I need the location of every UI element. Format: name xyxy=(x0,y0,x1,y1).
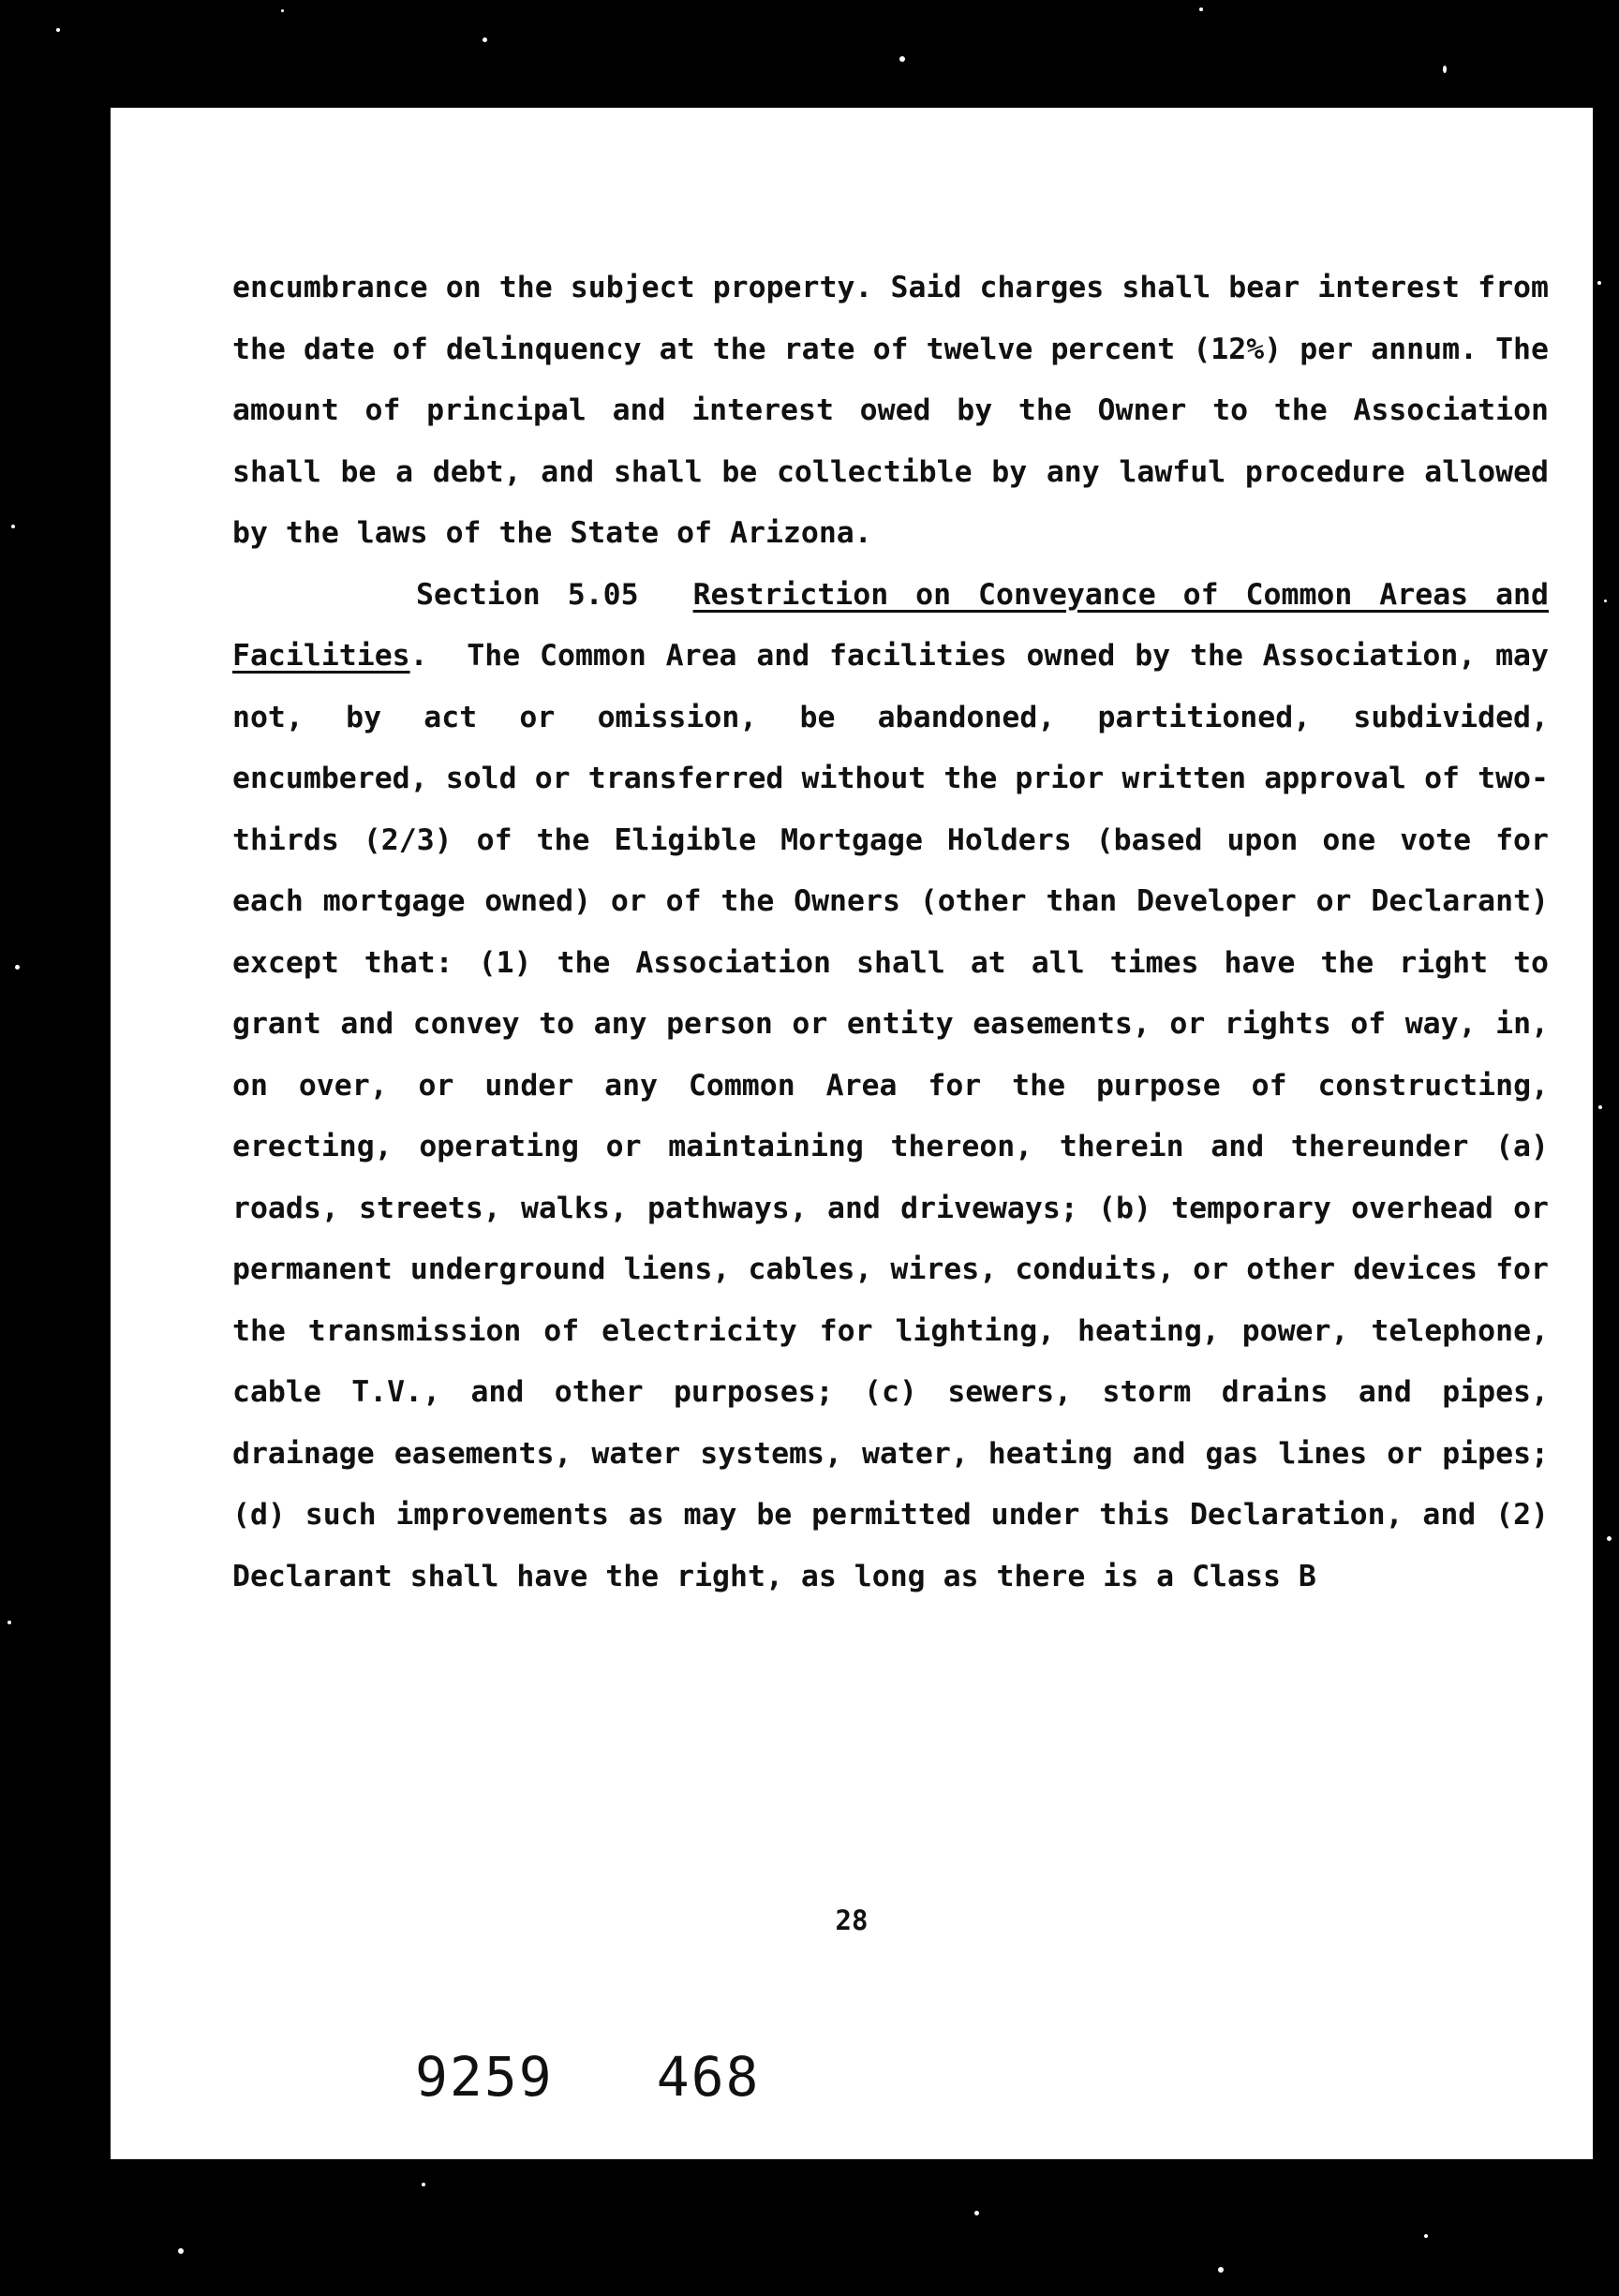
scan-speck xyxy=(1607,1536,1612,1541)
scan-speck xyxy=(281,9,284,12)
scan-speck xyxy=(1598,1105,1602,1109)
scan-speck xyxy=(178,2248,184,2254)
recording-page-number: 468 xyxy=(656,2045,761,2109)
scan-speck xyxy=(1443,66,1447,73)
scan-speck xyxy=(15,965,20,970)
paragraph-delinquency-interest: encumbrance on the subject property. Said charges shall bear interest from the date of delinquency at the rate of twelve percent (12%) per annum. The amount of principal and interest owed by the Owner to the Association shall be a debt, and shall be collectible by any lawful procedure allowed by the laws of the State of Arizona. xyxy=(232,271,1549,550)
section-number: Section 5.05 xyxy=(416,577,639,612)
scan-speck xyxy=(974,2211,979,2215)
scan-speck xyxy=(7,1621,11,1624)
scan-speck xyxy=(483,37,487,42)
section-5-05-paragraph xyxy=(232,565,1549,1608)
recording-book-number: 9259 xyxy=(415,2045,554,2109)
scan-speck xyxy=(1604,600,1607,602)
scan-speck xyxy=(1218,2267,1224,2273)
scan-speck xyxy=(56,28,60,32)
page-number: 28 xyxy=(835,1904,869,1936)
scan-speck xyxy=(11,525,15,528)
scan-speck xyxy=(1199,7,1203,11)
section-title: Restriction on Conveyance of Common Areas and Facilities xyxy=(232,577,1549,673)
scan-speck xyxy=(899,56,905,62)
document-page xyxy=(111,108,1593,2159)
recording-stamp xyxy=(415,2045,760,2109)
document-body xyxy=(232,258,1549,1607)
scan-speck xyxy=(422,2183,425,2186)
scan-speck xyxy=(1597,281,1601,285)
section-body-text: The Common Area and facilities owned by the Association, may not, by act or omission, be abandoned, partitioned, subdivided, encumbered, sold or transferred without the prior written approval of two-thirds (2/3) of the Eligible Mortgage Holders (based upon one vote for each mortgage owned) or of the Owners (other than Developer or Declarant) except that: (1) the Association shall at all times have the right to grant and convey to any person or entity easements, or rights of way, in, on over, or under any Common Area for the purpose of constructing, erecting, operating or maintaining thereon, therein and thereunder (a) roads, streets, walks, pathways, and driveways; (b) temporary overhead or permanent underground liens, cables, wires, conduits, or other devices for the transmission of electricity for lighting, heating, power, telephone, cable T.V., and other purposes; (c) sewers, storm drains and pipes, drainage easements, water systems, water, heating and gas lines or pipes; (d) such improvements as may be permitted under this Declaration, and (2) Declarant shall have the right, as long as there is a Class B xyxy=(232,639,1549,1593)
scan-speck xyxy=(1424,2234,1428,2238)
section-title-period: . xyxy=(409,639,428,673)
